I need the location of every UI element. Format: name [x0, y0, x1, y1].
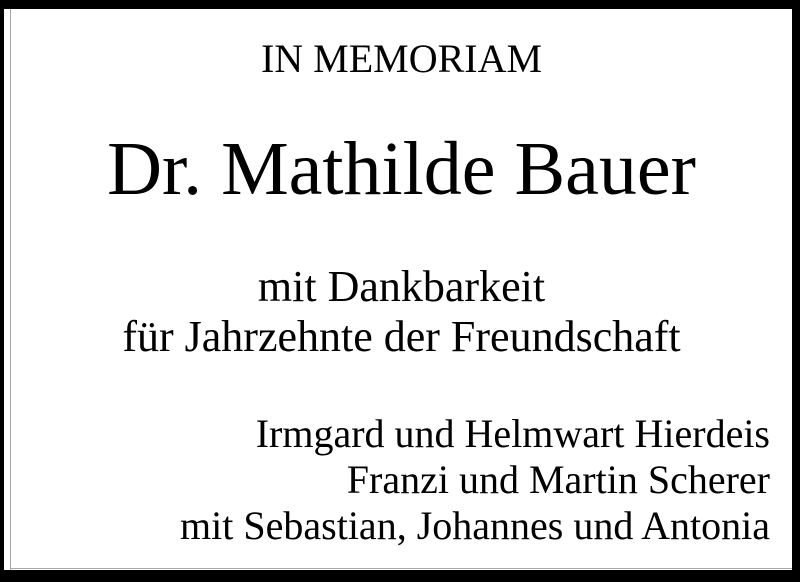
- scan-edge-left: [0, 0, 4, 582]
- mourner-line: Franzi und Martin Scherer: [346, 457, 770, 502]
- in-memoriam-kicker: IN MEMORIAM: [260, 36, 543, 81]
- message-line: für Jahrzehnte der Freundschaft: [122, 312, 681, 361]
- scan-edge-bottom: [0, 570, 800, 582]
- scan-edge-right: [792, 0, 800, 582]
- mourner-line: Irmgard und Helmwart Hierdeis: [255, 411, 770, 456]
- column-divider-bottom: [10, 568, 792, 569]
- mourners-block: [11, 411, 770, 549]
- scan-edge-top: [0, 0, 800, 9]
- message-line: mit Dankbarkeit: [257, 262, 546, 311]
- mourner-line: mit Sebastian, Johannes und Antonia: [180, 503, 770, 548]
- memorial-message: [11, 262, 792, 362]
- deceased-name: Dr. Mathilde Bauer: [107, 127, 696, 211]
